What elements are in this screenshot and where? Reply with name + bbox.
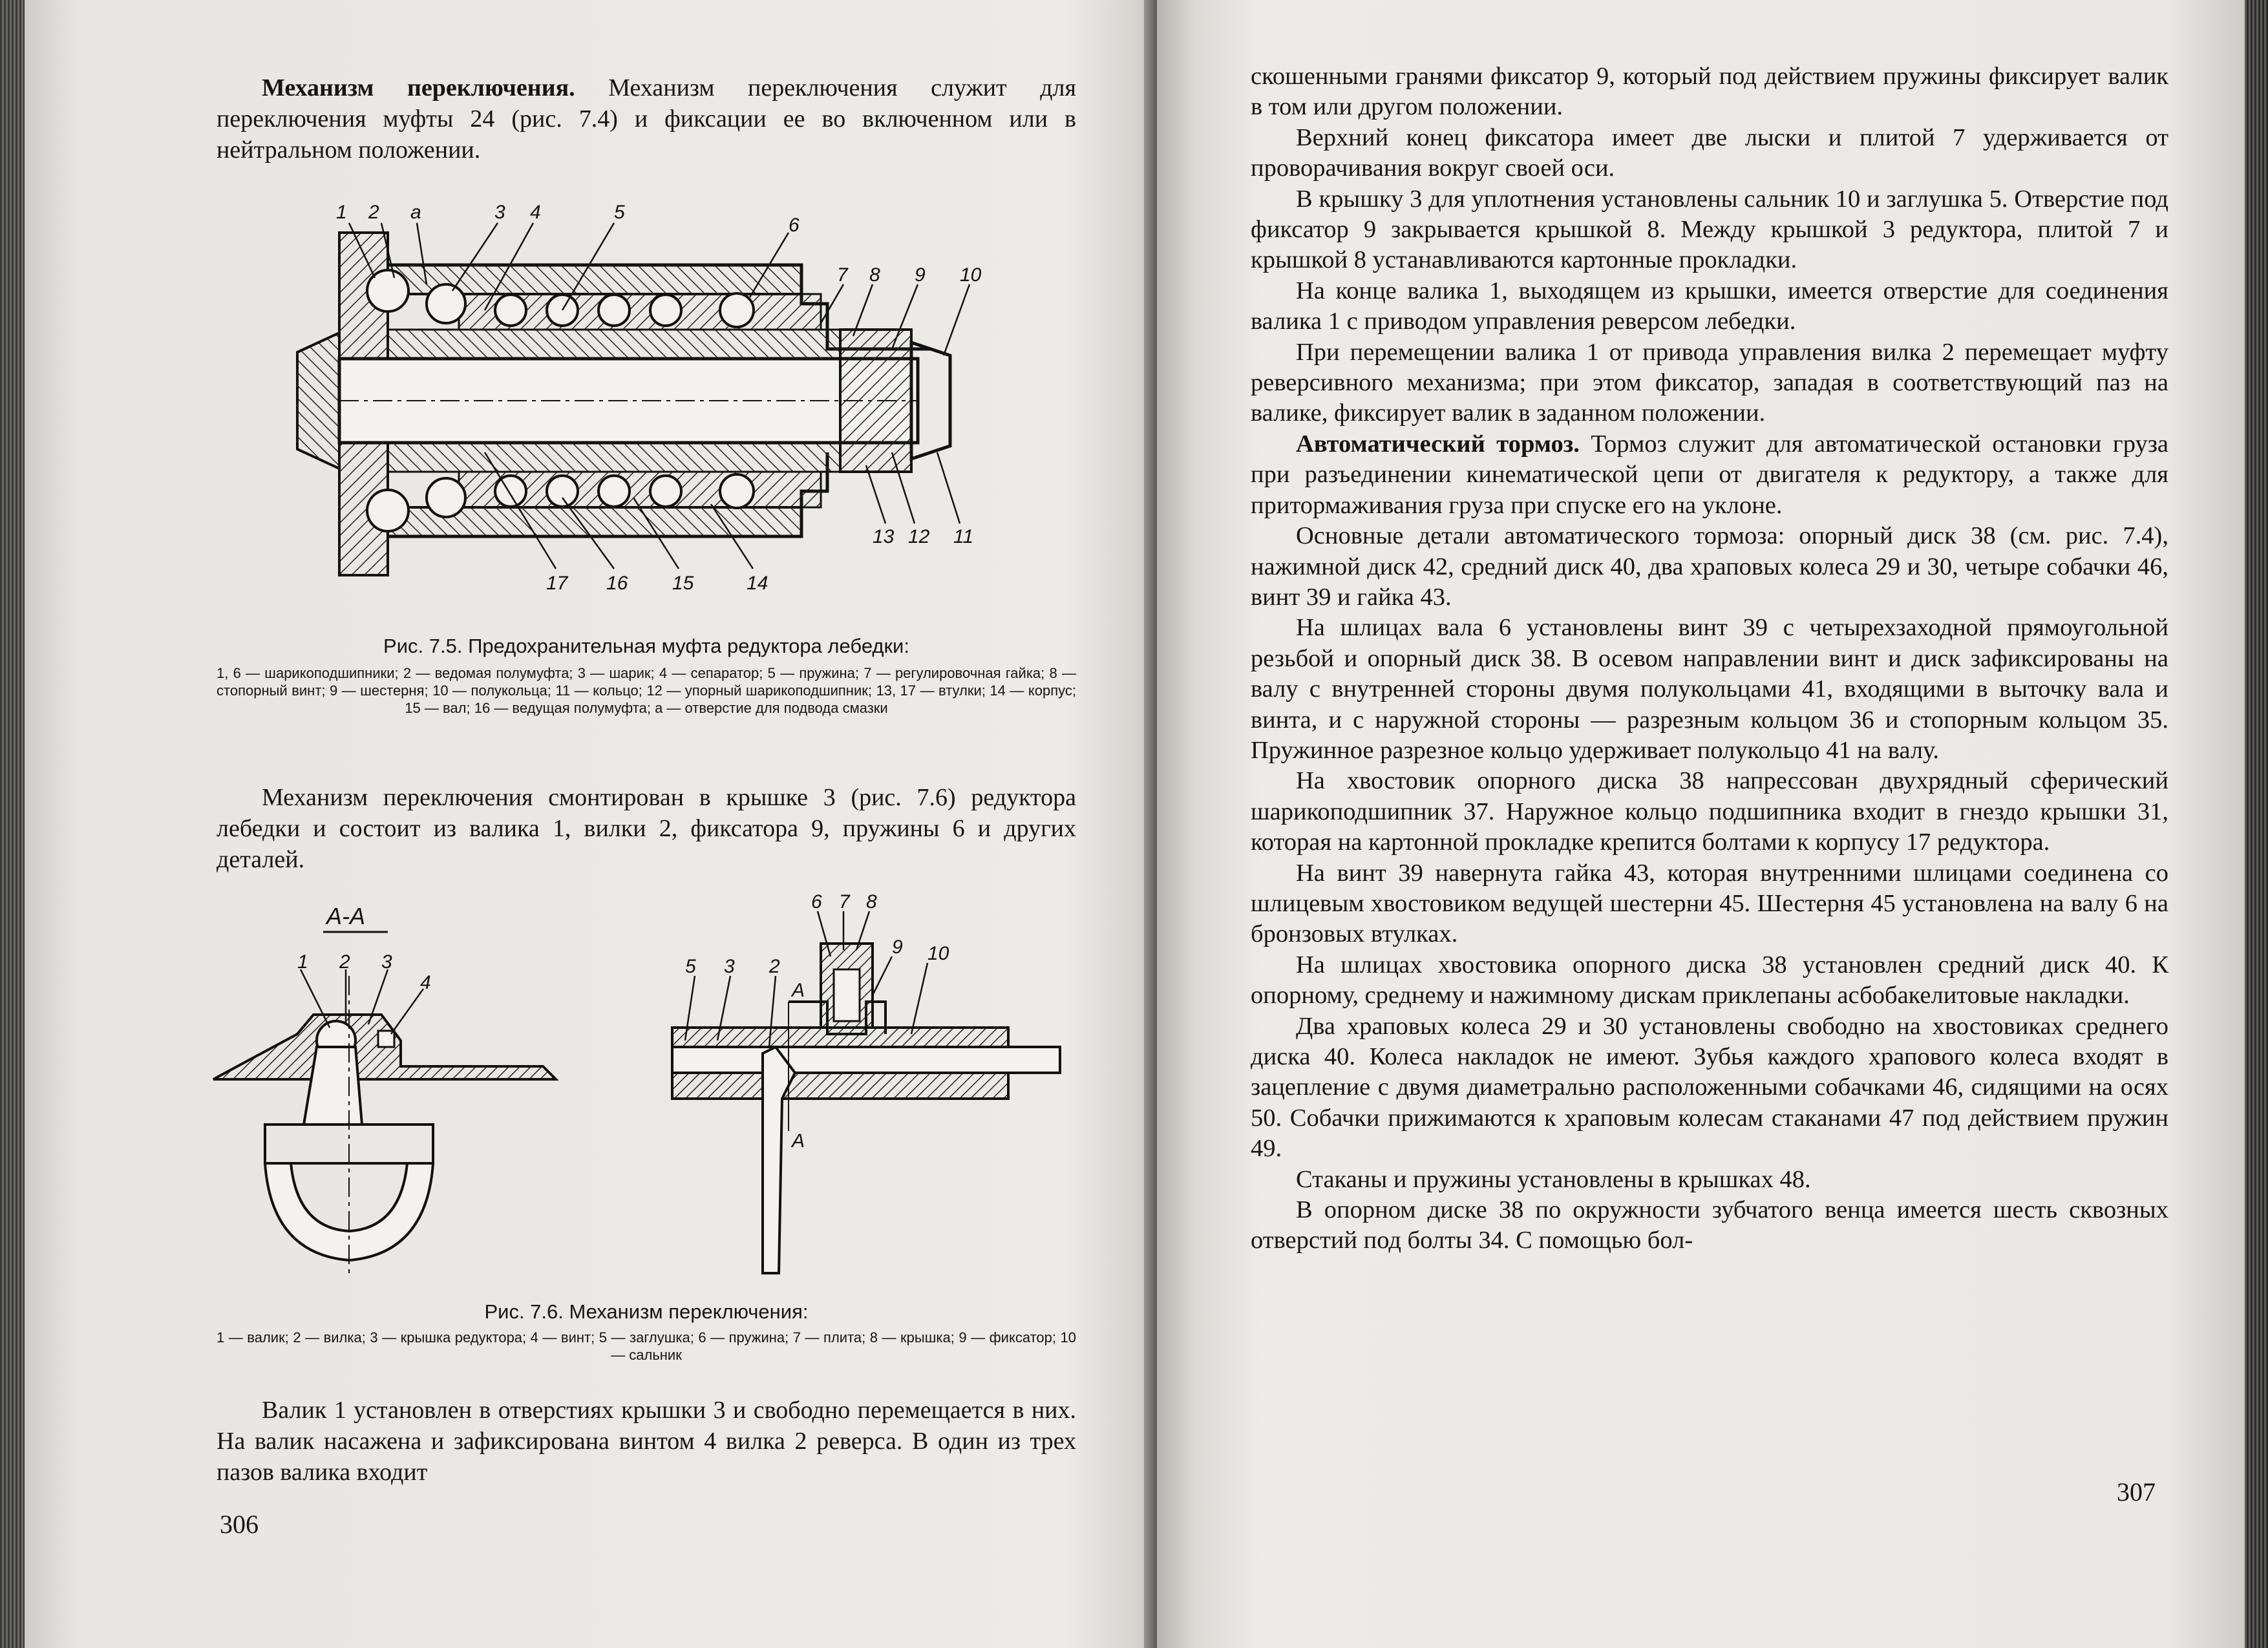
- book-edge-right: [2245, 0, 2268, 1648]
- label-b8: 8: [866, 891, 877, 913]
- label-a: а: [410, 202, 421, 223]
- label-3: 3: [494, 202, 505, 223]
- label-section-a-top: А: [792, 980, 805, 1001]
- right-column-text: [1251, 61, 2168, 1256]
- paragraph: В опорном диске 38 по окружности зубчатого венца имеется шесть сквозных отверстий под болты 34. С помощью бол-: [1251, 1196, 2168, 1254]
- section-heading: Механизм переключения.: [262, 74, 575, 101]
- label-b6: 6: [811, 891, 822, 913]
- label-16: 16: [606, 573, 628, 594]
- label-17: 17: [546, 573, 568, 594]
- paragraph: скошенными гранями фиксатор 9, который под действием пружины фиксирует валик в том или другом положении.: [1251, 63, 2168, 121]
- label-1: 1: [336, 202, 347, 223]
- paragraph: На конце валика 1, выходящем из крышки, имеется отверстие для соединения валика 1 с приводом управления реверсом лебедки.: [1251, 277, 2168, 335]
- figure-7-5-drawing: [271, 194, 1015, 620]
- label-b3: 3: [724, 956, 735, 977]
- label-a3: 3: [381, 951, 392, 973]
- label-4: 4: [530, 202, 541, 223]
- figure-title: Рис. 7.6. Механизм переключения:: [484, 1300, 809, 1323]
- paragraph: При перемещении валика 1 от привода управления вилка 2 перемещает муфту реверсивного механизма; при этом фиксатор, западая в соответствующий паз на валике, фиксирует валик в заданном положении.: [1251, 338, 2168, 427]
- label-b7: 7: [839, 891, 850, 913]
- label-5: 5: [614, 202, 625, 223]
- paragraph: Валик 1 установлен в отверстиях крышки 3 и свободно перемещается в них. На валик насажена и зафиксирована винтом 4 вилка 2 реверса. В один из трех пазов валика входит: [217, 1397, 1076, 1486]
- page-number: 306: [220, 1510, 259, 1539]
- label-a2: 2: [339, 951, 350, 973]
- right-page: [1157, 0, 2268, 1648]
- label-b9: 9: [892, 936, 903, 958]
- paragraph: Верхний конец фиксатора имеет две лыски и плитой 7 удерживается от проворачивания вокруг своей оси.: [1251, 123, 2168, 182]
- figure-7-6-drawing: [207, 885, 1086, 1286]
- label-a1: 1: [297, 951, 308, 973]
- label-7: 7: [837, 264, 848, 286]
- label-13: 13: [873, 526, 895, 547]
- figure-legend: 1, 6 — шарикоподшипники; 2 — ведомая полумуфта; 3 — шарик; 4 — сепаратор; 5 — пружина; 7 — регулировочная гайка; 8 — стопорный винт; 9 — шестерня; 10 — полукольца; 11 — кольцо; 12 — упорный шарикоподшипник; 13, 17 — втулки; 14 — корпус; 15 — вал; 16 — ведущая полумуфта; а — отверстие для подвода смазки: [217, 665, 1076, 716]
- shaft: [339, 359, 918, 443]
- label-b2: 2: [769, 956, 780, 977]
- label-b10: 10: [927, 943, 949, 964]
- label-2: 2: [368, 202, 379, 223]
- label-15: 15: [672, 573, 694, 594]
- label-12: 12: [908, 526, 930, 547]
- paragraph: Стаканы и пружины установлены в крышках 48.: [1296, 1165, 1811, 1193]
- paragraph: Механизм переключения. Механизм переключения служит для переключения муфты 24 (рис. 7.4) и фиксации ее во включенном или в нейтральном положении.: [217, 74, 1077, 164]
- section-switch-mechanism-cont: [217, 782, 1076, 875]
- paragraph: В крышку 3 для уплотнения установлены сальник 10 и заглушка 5. Отверстие под фиксатор 9 закрывается крышкой 8. Между крышкой 3 редуктора, плитой 7 и крышкой 8 устанавливаются картонные прокладки.: [1251, 185, 2168, 274]
- figure-legend: 1 — валик; 2 — вилка; 3 — крышка редуктора; 4 — винт; 5 — заглушка; 6 — пружина; 7 — плита; 8 — крышка; 9 — фиксатор; 10 — сальник: [217, 1329, 1076, 1363]
- page-number: 307: [2117, 1477, 2156, 1506]
- paragraph: На шлицах вала 6 установлены винт 39 с четырехзаходной прямоугольной резьбой и опорный диск 38. В осевом направлении винт и диск зафиксированы на валу с внутренней стороны двумя полукольцами 41, входящими в выточку вала и винта, и с наружной стороны — разрезным кольцом 36 и стопорным кольцом 35. Пружинное разрезное кольцо удерживает полукольцо 41 на валу.: [1251, 614, 2168, 764]
- label-11: 11: [953, 526, 974, 547]
- label-8: 8: [869, 264, 880, 286]
- figure-title: Рис. 7.5. Предохранительная муфта редуктора лебедки:: [383, 635, 909, 657]
- paragraph: Два храповых колеса 29 и 30 установлены свободно на хвостовиках среднего диска 40. Колеса накладок не имеют. Зубья каждого храпового колеса входят в зацепление с двумя диаметрально расположенными собачками 46, сидящими на осях 50. Собачки прижимаются к храповым колесам стаканами 47 под действием пружин 49.: [1251, 1012, 2168, 1163]
- label-9: 9: [915, 264, 926, 286]
- paragraph: Автоматический тормоз. Тормоз служит для автоматической остановки груза при разъединении кинематической цепи от двигателя к редуктору, а также для притормаживания груза при спуске его на уклоне.: [1251, 430, 2169, 519]
- label-10: 10: [960, 264, 982, 286]
- paragraph: Механизм переключения смонтирован в крышке 3 (рис. 7.6) редуктора лебедки и состоит из валика 1, вилки 2, фиксатора 9, пружины 6 и других деталей.: [217, 784, 1076, 873]
- section-switch-mechanism-end: [217, 1395, 1076, 1488]
- section-switch-mechanism: [217, 72, 1076, 165]
- section-label: А-А: [326, 903, 366, 929]
- label-a4: 4: [420, 972, 431, 993]
- paragraph: На шлицах хвостовика опорного диска 38 установлен средний диск 40. К опорному, среднему и нажимному дискам приклепаны асбобакелитовые накладки.: [1251, 951, 2168, 1009]
- section-heading: Автоматический тормоз.: [1296, 430, 1580, 458]
- label-b5: 5: [685, 956, 696, 977]
- paragraph: На винт 39 навернута гайка 43, которая внутренними шлицами соединена со шлицевым хвостовиком ведущей шестерни 45. Шестерня 45 установлена на валу 6 на бронзовых втулках.: [1251, 859, 2168, 948]
- label-6: 6: [789, 215, 800, 236]
- label-section-a-bottom: А: [792, 1130, 805, 1152]
- figure-7-5-caption: [217, 633, 1076, 717]
- paragraph: Основные детали автоматического тормоза: опорный диск 38 (см. рис. 7.4), нажимной диск 42, средний диск 40, два храповых колеса 29 и 30, четыре собачки 46, винт 39 и гайка 43.: [1251, 522, 2168, 611]
- label-14: 14: [747, 573, 768, 594]
- paragraph: На хвостовик опорного диска 38 напрессован двухрядный сферический шарикоподшипник 37. Наружное кольцо подшипника входит в гнездо крышки 31, которая на картонной прокладке крепится болтами к корпусу 17 редуктора.: [1251, 767, 2168, 856]
- figure-7-6-caption: [217, 1299, 1076, 1364]
- book-edge-left: [0, 0, 25, 1648]
